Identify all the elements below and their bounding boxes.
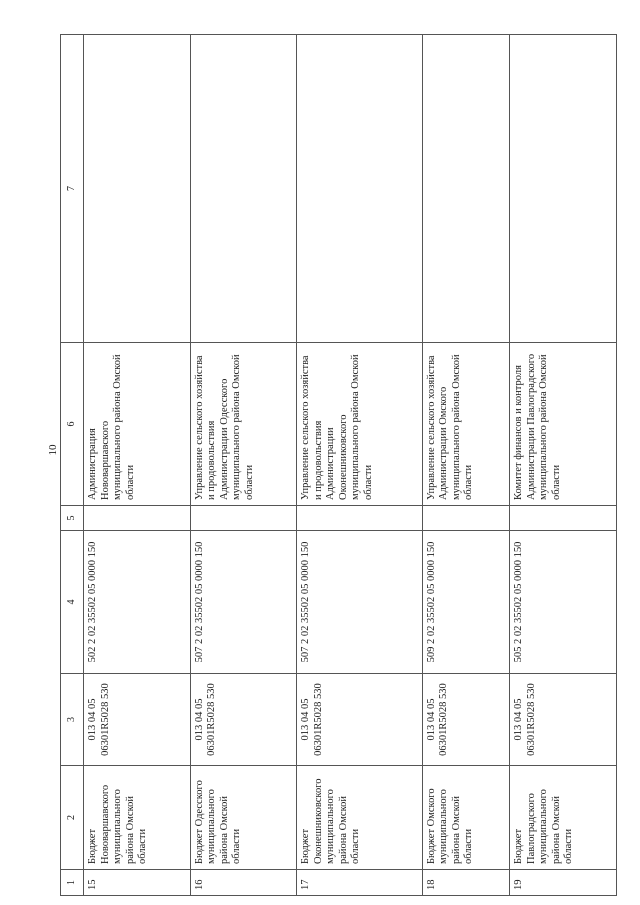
revenue-code: 502 2 02 35502 05 0000 150 bbox=[84, 531, 191, 674]
revenue-code: 505 2 02 35502 05 0000 150 bbox=[510, 531, 617, 674]
budget-name: Бюджет Павлоградского муниципального района Омской области bbox=[510, 766, 617, 870]
col-5-cell bbox=[84, 506, 191, 531]
col-7-cell bbox=[84, 35, 191, 343]
administrator-name: Управление сельского хозяйства и продовольствия Администрации Оконешниковского муниципального района Омской области bbox=[297, 343, 423, 506]
revenue-code: 509 2 02 35502 05 0000 150 bbox=[422, 531, 509, 674]
header-col-1: 1 bbox=[61, 870, 84, 896]
classification-code: 013 04 05 06301R5028 530 bbox=[422, 674, 509, 766]
table-row bbox=[422, 35, 509, 896]
col-7-cell bbox=[190, 35, 297, 343]
table-row bbox=[190, 35, 297, 896]
administrator-name: Комитет финансов и контроля Администрации Павлоградского муниципального района Омской области bbox=[510, 343, 617, 506]
row-number: 19 bbox=[510, 870, 617, 896]
header-col-5: 5 bbox=[61, 506, 84, 531]
administrator-name: Управление сельского хозяйства и продовольствия Администрации Одесского муниципального района Омской области bbox=[190, 343, 297, 506]
revenue-code: 507 2 02 35502 05 0000 150 bbox=[190, 531, 297, 674]
header-col-6: 6 bbox=[61, 343, 84, 506]
col-5-cell bbox=[190, 506, 297, 531]
header-row bbox=[61, 35, 84, 896]
row-number: 18 bbox=[422, 870, 509, 896]
table-row bbox=[510, 35, 617, 896]
header-col-3: 3 bbox=[61, 674, 84, 766]
row-number: 17 bbox=[297, 870, 423, 896]
col-5-cell bbox=[297, 506, 423, 531]
budget-allocation-table bbox=[60, 34, 617, 896]
col-7-cell bbox=[510, 35, 617, 343]
classification-code: 013 04 05 06301R5028 530 bbox=[190, 674, 297, 766]
revenue-code: 507 2 02 35502 05 0000 150 bbox=[297, 531, 423, 674]
budget-name: Бюджет Оконешниковского муниципального района Омской области bbox=[297, 766, 423, 870]
row-number: 15 bbox=[84, 870, 191, 896]
col-7-cell bbox=[422, 35, 509, 343]
col-5-cell bbox=[422, 506, 509, 531]
administrator-name: Управление сельского хозяйства Администрации Омского муниципального района Омской области bbox=[422, 343, 509, 506]
col-5-cell bbox=[510, 506, 617, 531]
budget-name: Бюджет Омского муниципального района Омской области bbox=[422, 766, 509, 870]
administrator-name: Администрация Нововаршавского муниципального района Омской области bbox=[84, 343, 191, 506]
rotated-table-sheet bbox=[60, 35, 617, 896]
row-number: 16 bbox=[190, 870, 297, 896]
table-row bbox=[297, 35, 423, 896]
budget-name: Бюджет Одесского муниципального района Омской области bbox=[190, 766, 297, 870]
header-col-7: 7 bbox=[61, 35, 84, 343]
page-number: 10 bbox=[47, 444, 59, 456]
classification-code: 013 04 05 06301R5028 530 bbox=[297, 674, 423, 766]
budget-name: Бюджет Нововаршавского муниципального района Омской области bbox=[84, 766, 191, 870]
classification-code: 013 04 05 06301R5028 530 bbox=[510, 674, 617, 766]
col-7-cell bbox=[297, 35, 423, 343]
table-row bbox=[84, 35, 191, 896]
header-col-2: 2 bbox=[61, 766, 84, 870]
header-col-4: 4 bbox=[61, 531, 84, 674]
classification-code: 013 04 05 06301R5028 530 bbox=[84, 674, 191, 766]
